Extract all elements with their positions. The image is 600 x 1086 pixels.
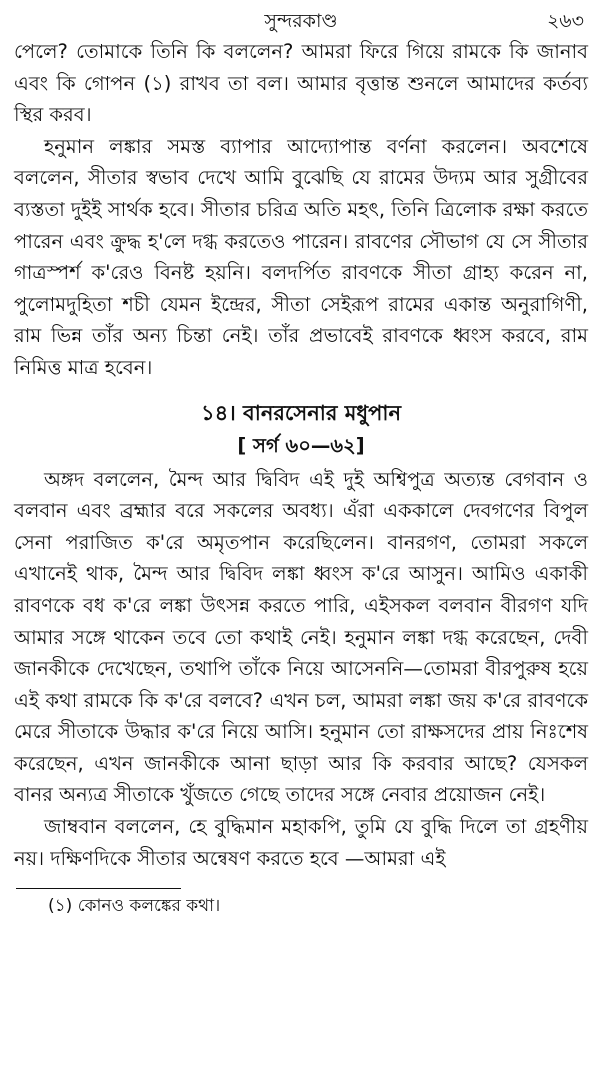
paragraph-angada-speech: অঙ্গদ বললেন, মৈন্দ আর দ্বিবিদ এই দুই অশ্বিপুত্র অত্যন্ত বেগবান ও বলবান এবং ব্রহ্মার বরে সকলের অবধ্য। এঁরা এককালে দেবগণের বিপুল সেনা পরাজিত ক'রে অমৃতপান করেছিলেন। বানরগণ, তোমরা সকলে এখানেই থাক, মৈন্দ আর দ্বিবিদ লঙ্কা ধ্বংস ক'রে আসুন। আমিও একাকী রাবণকে বধ ক'রে লঙ্কা উৎসন্ন করতে পারি, এইসকল বলবান বীরগণ যদি আমার সঙ্গে থাকেন তবে তো কথাই নেই। হনুমান লঙ্কা দগ্ধ করেছেন, দেবী জানকীকে দেখেছেন, তথাপি তাঁকে নিয়ে আসেননি—তোমরা বীরপুরুষ হয়ে এই কথা রামকে কি ক'রে বলবে? এখন চল, আমরা লঙ্কা জয় ক'রে রাবণকে মেরে সীতাকে উদ্ধার ক'রে নিয়ে আসি। হনুমান তো রাক্ষসদের প্রায় নিঃশেষ করেছেন, এখন জানকীকে আনা ছাড়া আর কি করবার আছে? যেসকল বানর অন্যত্র সীতাকে খুঁজতে গেছে তাদের সঙ্গে নেবার প্রয়োজন নেই। (14, 467, 588, 807)
footnote: (১) কোনও কলঙ্কের কথা। (48, 896, 221, 917)
page-number: ২৬৩ (546, 10, 584, 32)
section-heading: ১৪। বানরসেনার মধুপান (200, 400, 402, 425)
paragraph-hanuman-report: হনুমান লঙ্কার সমস্ত ব্যাপার আদ্যোপান্ত বর্ণনা করলেন। অবশেষে বললেন, সীতার স্বভাব দেখে আমি বুঝেছি যে রামের উদ্যম আর সুগ্রীবের ব্যস্ততা দুইই সার্থক হবে। সীতার চরিত্র অতি মহৎ, তিনি ত্রিলোক রক্ষা করতে পারেন এবং ক্রুদ্ধ হ'লে দগ্ধ করতেও পারেন। রাবণের সৌভাগ যে সে সীতার গাত্রস্পর্শ ক'রেও বিনষ্ট হয়নি। বলদর্পিত রাবণকে সীতা গ্রাহ্য করেন না, পুলোমদুহিতা শচী যেমন ইন্দ্রের, সীতা সেইরূপ রামের একান্ত অনুরাগিণী, রাম ভিন্ন তাঁর অন্য চিন্তা নেই। তাঁর প্রভাবেই রাবণকে ধ্বংস করবে, রাম নিমিত্ত মাত্র হবেন। (14, 134, 588, 379)
section-subheading: [ সর্গ ৬০—৬২] (237, 433, 365, 457)
paragraph-continued: পেলে? তোমাকে তিনি কি বললেন? আমরা ফিরে গিয়ে রামকে কি জানাব এবং কি গোপন (১) রাখব তা বল। আমার বৃত্তান্ত শুনলে আমাদের কর্তব্য স্থির করব। (14, 40, 588, 127)
paragraph-jambavan-speech: জাম্ববান বললেন, হে বুদ্ধিমান মহাকপি, তুমি যে বুদ্ধি দিলে তা গ্রহণীয় নয়। দক্ষিণদিকে সীতার অন্বেষণ করতে হবে —আমরা এই (14, 815, 588, 870)
page-header (14, 6, 588, 36)
footnote-divider (16, 888, 181, 889)
running-title: সুন্দরকাণ্ড (264, 10, 338, 32)
